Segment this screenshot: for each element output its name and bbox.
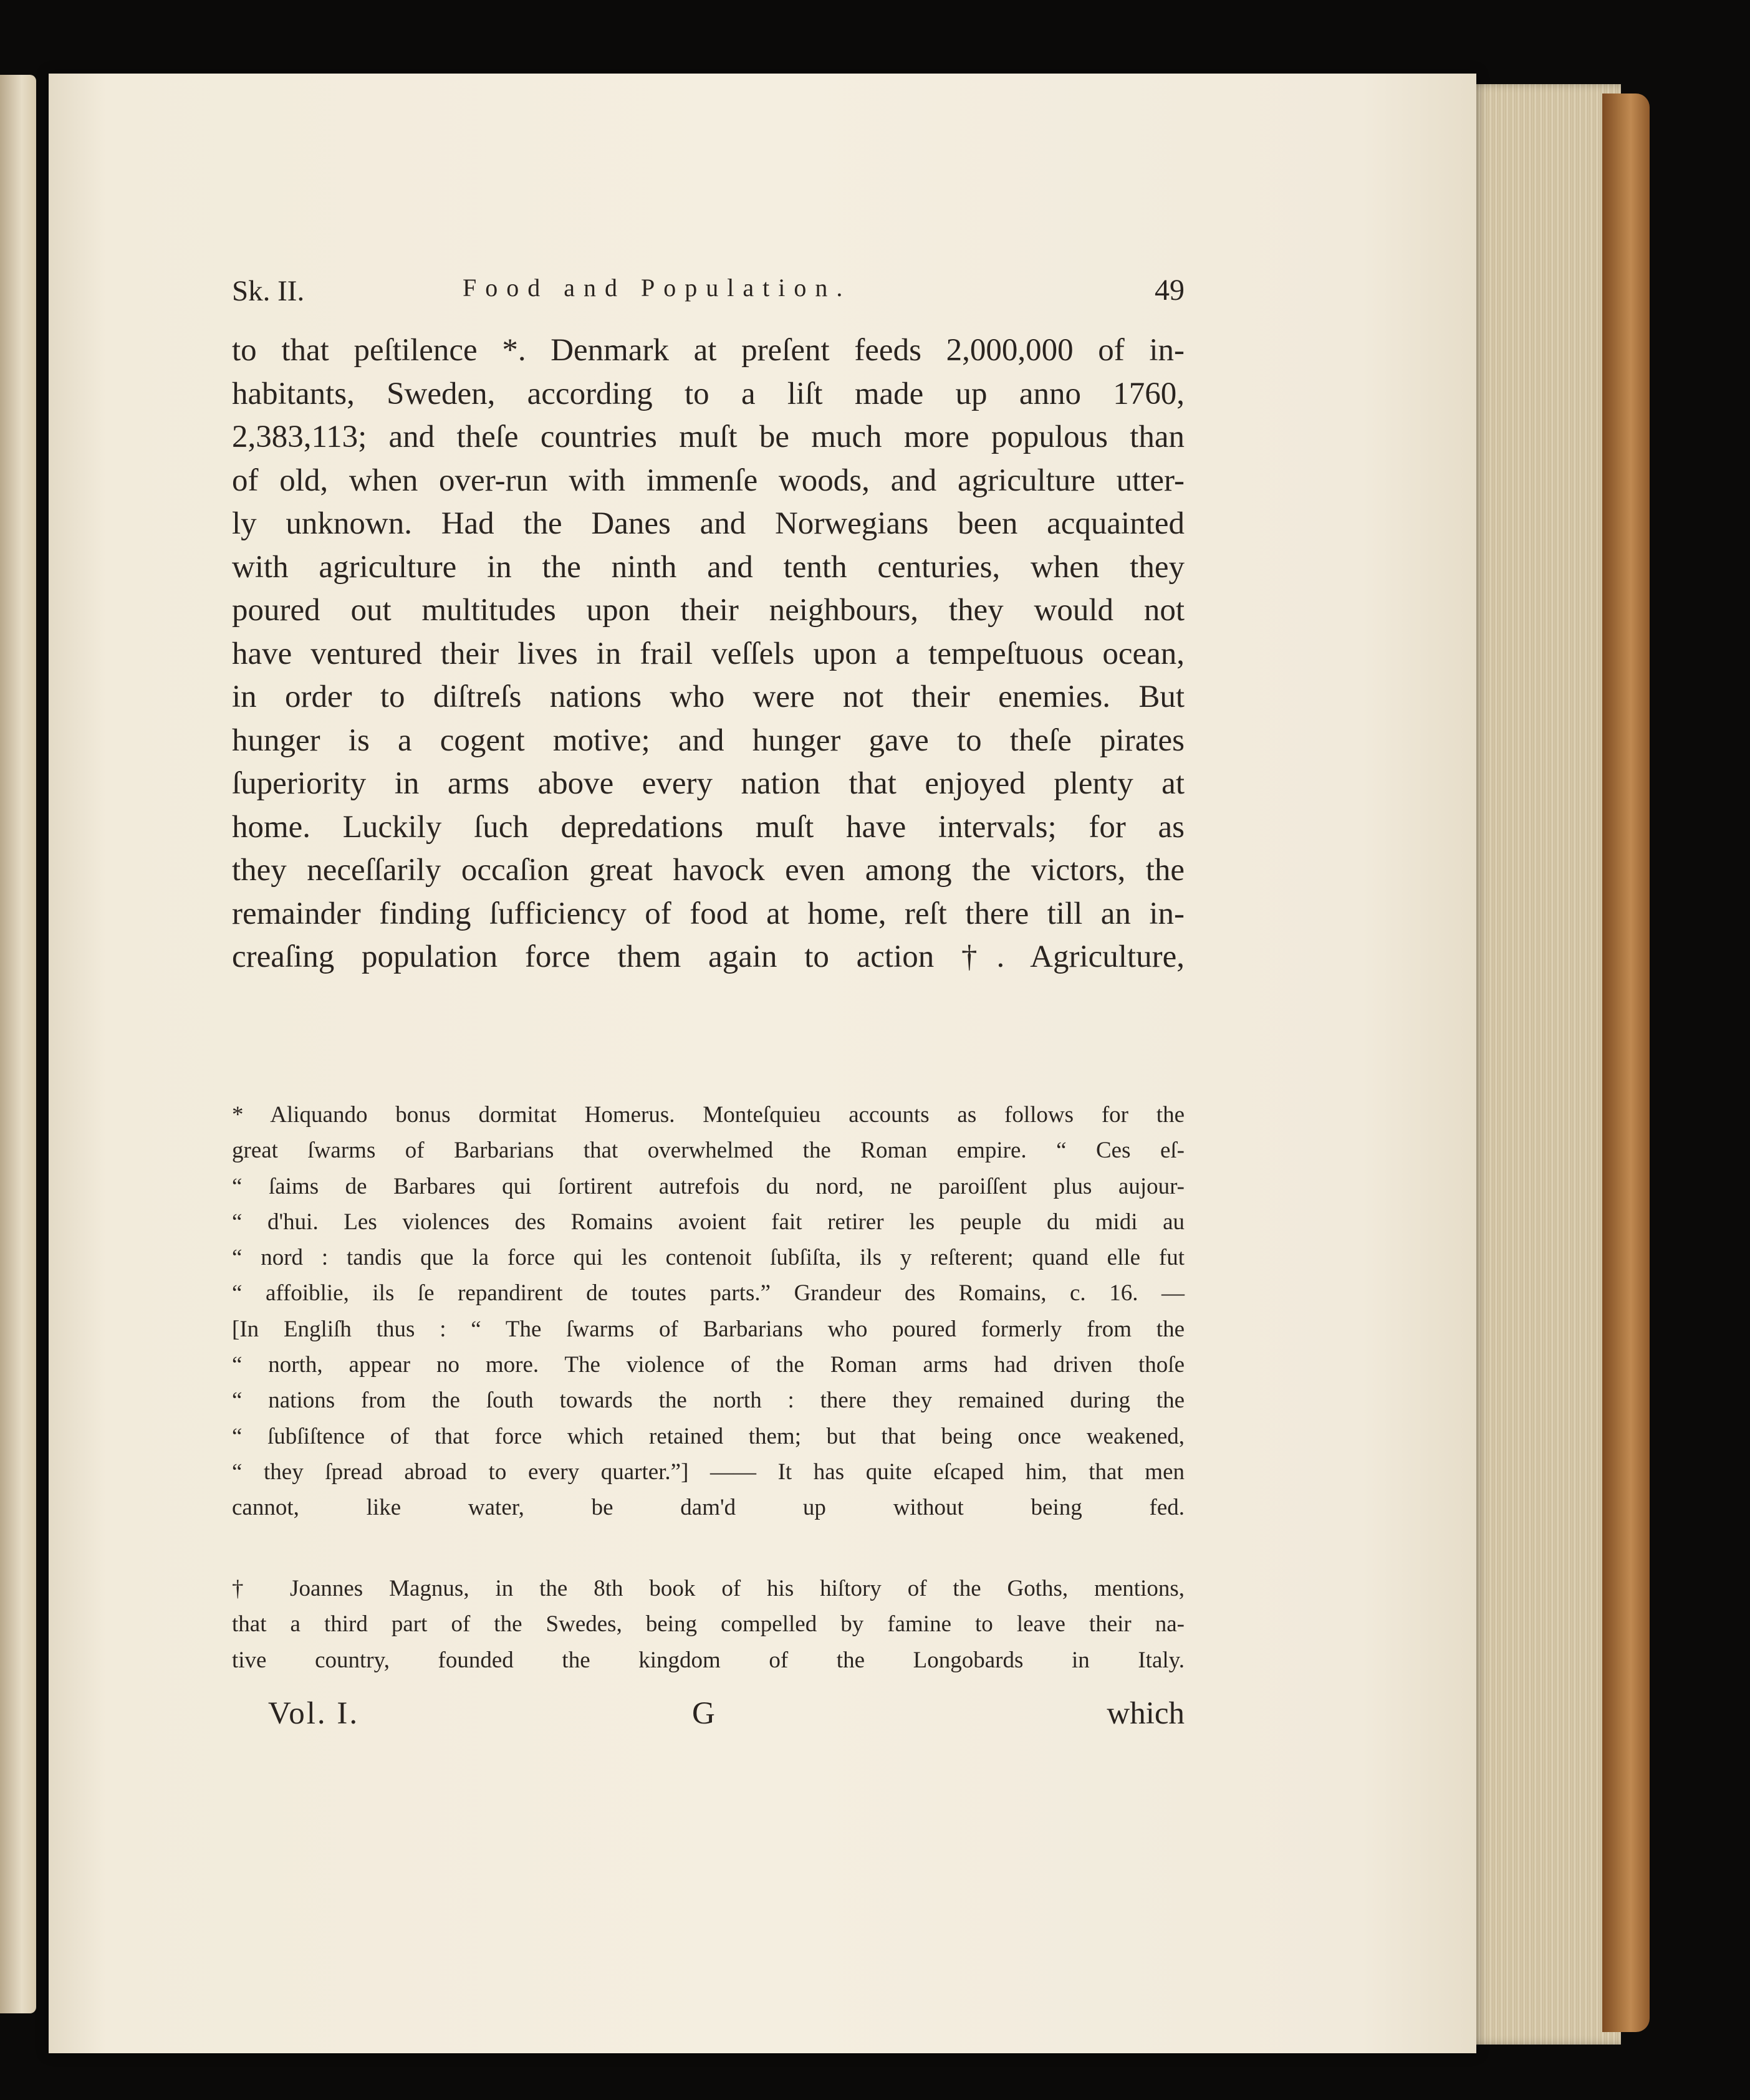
footnote-line: * Aliquando bonus dormitat Homerus. Monteſquieu accounts as follows for the bbox=[232, 1102, 1185, 1128]
footnote-line: “ they ſpread abroad to every quarter.”] —— It has quite eſcaped him, that men bbox=[232, 1459, 1185, 1485]
text-line: poured out multitudes upon their neighbours, they would not bbox=[232, 593, 1185, 628]
footnote-line: † Joannes Magnus, in the 8th book of his hiſtory of the Goths, mentions, bbox=[232, 1576, 1185, 1601]
footnote-line: “ nations from the ſouth towards the north : there they remained during the bbox=[232, 1388, 1185, 1414]
footnote-line: [In Engliſh thus : “ The ſwarms of Barbarians who poured formerly from the bbox=[232, 1316, 1185, 1342]
footnote-line: “ affoiblie, ils ſe repandirent de toutes parts.” Grandeur des Romains, c. 16. — bbox=[232, 1280, 1185, 1307]
book-cover bbox=[1602, 93, 1650, 2032]
footnote-line: cannot, like water, be dam'd up without being fed. bbox=[232, 1495, 1185, 1521]
footnote-line: “ d'hui. Les violences des Romains avoient fait retirer les peuple du midi au bbox=[232, 1209, 1185, 1235]
footnote-line: that a third part of the Swedes, being compelled by famine to leave their na- bbox=[232, 1611, 1185, 1637]
page-edges bbox=[1459, 84, 1621, 2045]
footnote-asterisk bbox=[232, 1097, 1185, 1526]
section-marker: Sk. II. bbox=[232, 275, 305, 307]
text-line: creaſing population force them again to action †. Agriculture, bbox=[232, 939, 1185, 974]
facing-page-edge bbox=[0, 75, 36, 2013]
text-line: of old, when over-run with immenſe woods, and agriculture utter- bbox=[232, 463, 1185, 498]
footnote-dagger bbox=[232, 1571, 1185, 1678]
text-line: 2,383,113; and theſe countries muſt be much more populous than bbox=[232, 420, 1185, 454]
footnote-line: “ nord : tandis que la force qui les contenoit ſubſiſta, ils y reſterent; quand elle fut bbox=[232, 1245, 1185, 1271]
page-number: 49 bbox=[1155, 274, 1185, 307]
footnote-line: great ſwarms of Barbarians that overwhelmed the Roman empire. “ Ces eſ- bbox=[232, 1138, 1185, 1164]
text-line: remainder finding ſufficiency of food at home, reſt there till an in- bbox=[232, 896, 1185, 931]
running-title: Food and Population. bbox=[463, 274, 852, 302]
volume-mark: Vol. I. bbox=[268, 1696, 360, 1731]
running-header bbox=[232, 268, 1185, 312]
text-line: with agriculture in the ninth and tenth centuries, when they bbox=[232, 549, 1185, 585]
text-line: they neceſſarily occaſion great havock even among the victors, the bbox=[232, 853, 1185, 888]
text-line: in order to diſtreſs nations who were not their enemies. But bbox=[232, 679, 1185, 714]
footnote-line: “ ſubſiſtence of that force which retained them; but that being once weakened, bbox=[232, 1423, 1185, 1449]
text-line: habitants, Sweden, according to a liſt made up anno 1760, bbox=[232, 376, 1185, 411]
signature-mark: G bbox=[692, 1696, 715, 1731]
text-line: ly unknown. Had the Danes and Norwegians been acquainted bbox=[232, 506, 1185, 541]
main-text bbox=[232, 329, 1185, 979]
page-footer bbox=[268, 1695, 1185, 1739]
footnote-line: tive country, founded the kingdom of the Longobards in Italy. bbox=[232, 1647, 1185, 1673]
text-line: to that peſtilence *. Denmark at preſent feeds 2,000,000 of in- bbox=[232, 333, 1185, 368]
text-line: ſuperiority in arms above every nation that enjoyed plenty at bbox=[232, 766, 1185, 801]
text-line: have ventured their lives in frail veſſels upon a tempeſtuous ocean, bbox=[232, 636, 1185, 671]
catchword: which bbox=[1107, 1696, 1185, 1731]
page-text bbox=[232, 268, 1185, 979]
text-line: hunger is a cogent motive; and hunger gave to theſe pirates bbox=[232, 722, 1185, 758]
footnote-line: “ north, appear no more. The violence of the Roman arms had driven thoſe bbox=[232, 1352, 1185, 1378]
footnote-line: “ ſaims de Barbares qui ſortirent autrefois du nord, ne paroiſſent plus aujour- bbox=[232, 1173, 1185, 1199]
text-line: home. Luckily ſuch depredations muſt have intervals; for as bbox=[232, 809, 1185, 845]
